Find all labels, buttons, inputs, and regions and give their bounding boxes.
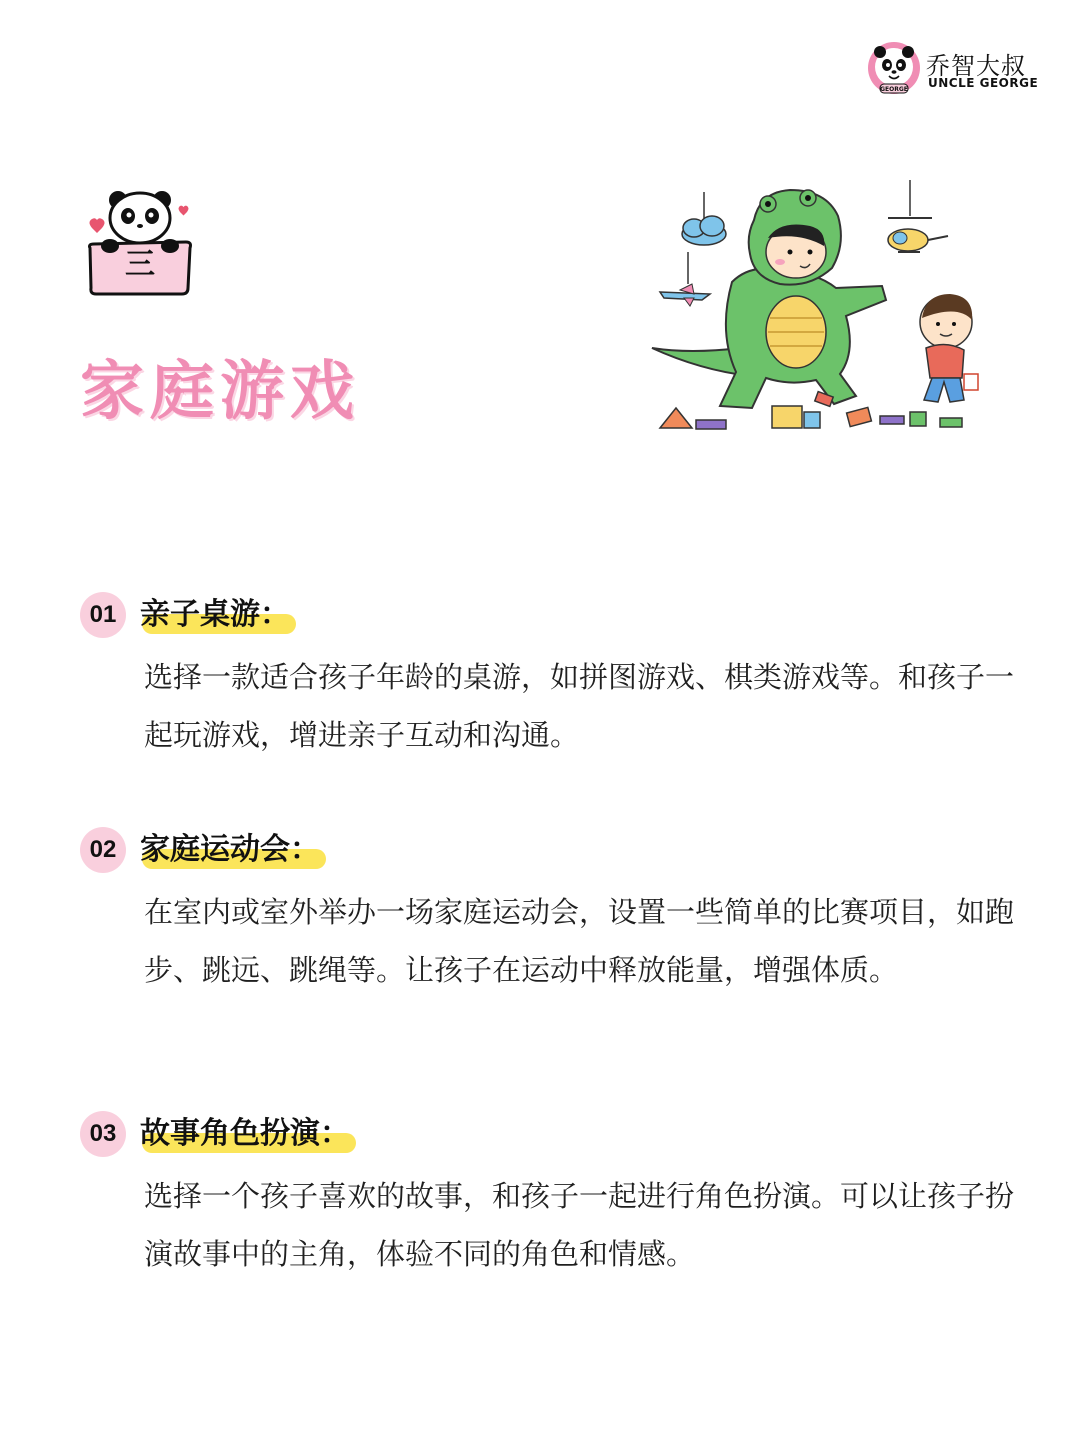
item-title-wrap: [140, 1111, 350, 1157]
item-number-badge: 01: [80, 592, 126, 638]
cloud-icon: [682, 216, 726, 245]
game-item-3: [80, 1111, 1020, 1281]
page-title: 家庭游戏: [80, 355, 360, 429]
item-number-badge: 03: [80, 1111, 126, 1157]
brand-name-cn: 乔智大叔: [926, 52, 1026, 80]
item-title: 家庭运动会：: [140, 832, 320, 867]
item-description: 选择一款适合孩子年龄的桌游，如拼图游戏、棋类游戏等。和孩子一起玩游戏，增进亲子互动和沟通。: [144, 660, 1015, 752]
game-item-2: [80, 827, 1020, 1057]
helicopter-icon: [888, 218, 948, 252]
item-description: 在室内或室外举办一场家庭运动会，设置一些简单的比赛项目，如跑步、跳远、跳绳等。让孩子在运动中释放能量，增强体质。: [144, 895, 1015, 987]
item-number-badge: 02: [80, 827, 126, 873]
item-title-wrap: [140, 827, 320, 873]
child-in-dinosaur-costume-illustration: [640, 172, 1000, 442]
plane-icon: [660, 284, 710, 306]
panda-logo-icon: [866, 40, 922, 96]
item-title-wrap: [140, 592, 290, 638]
brand-logo: [866, 40, 1039, 98]
brand-badge-text: GEORGE: [880, 86, 908, 93]
item-title: 故事角色扮演：: [140, 1116, 350, 1151]
game-item-1: [80, 592, 1020, 762]
item-title: 亲子桌游：: [140, 597, 290, 632]
brand-name-en: UNCLE GEORGE: [928, 76, 1039, 90]
section-badge: [80, 188, 200, 300]
section-number: 三: [125, 247, 155, 282]
item-description: 选择一个孩子喜欢的故事，和孩子一起进行角色扮演。可以让孩子扮演故事中的主角，体验不同的角色和情感。: [144, 1179, 1015, 1271]
